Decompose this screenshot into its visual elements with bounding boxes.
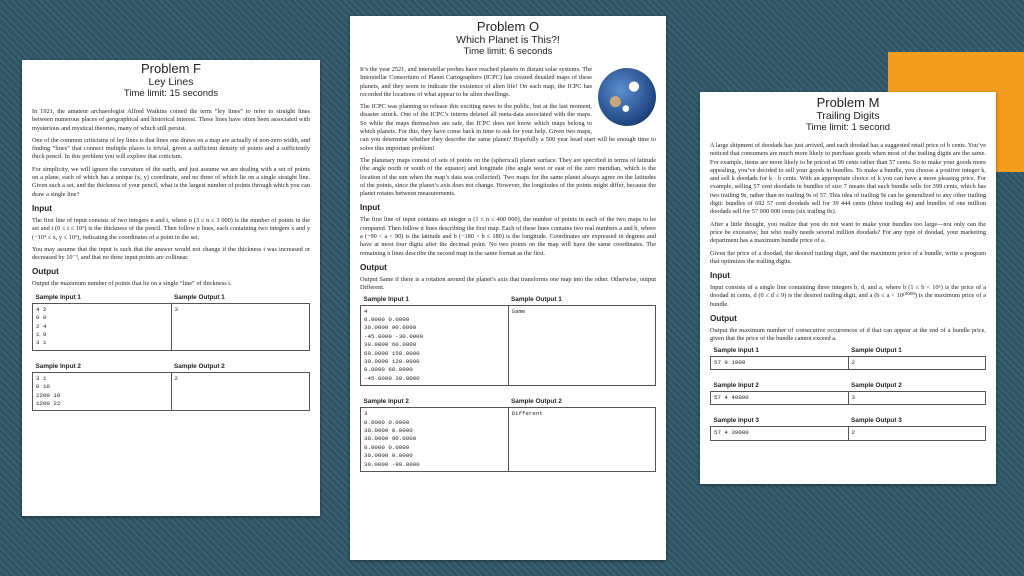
problem-name: Which Planet is This?! [456, 34, 560, 46]
sample-input-content: 4 0.0000 0.0000 30.0000 90.0000 -45.0000 -30.0000 30.0000 60.0000 60.0000 150.0000 30.0000 120.0000 0.0000 60.0000 -45.0000 30.0000 [361, 305, 509, 386]
sample-table [710, 416, 986, 440]
sample-input-content: 3 1 0 10 2200 10 1200 22 [33, 372, 172, 411]
output-heading: Output [710, 314, 737, 324]
statement-paragraph: It’s the year 2521, and interstellar probes have reached planets in distant solar systems. The Interstellar Consortium of Planet Cartographers (ICPC) has created detailed maps of these planets, and they seem to indicate the existence of alien life! On each map, the ICPC has recorded the locations of what appear to be alien dwellings. [360, 66, 592, 98]
sample-output-content: 2 [848, 427, 986, 440]
sample-output-label: Sample Output 2 [171, 362, 310, 373]
statement-paragraph: For simplicity, we will ignore the curvature of the earth, and just assume we are dealing with a set of points on a plane, each of which has a unique (x, y) coordinate, and no three of which lie on a single straight line. Given such a set, and the thickness of your pencil, what is the largest number of points through which you can draw a single line? [32, 165, 310, 198]
sample-table [360, 397, 656, 472]
problem-o-header [350, 16, 666, 66]
sample-output-label: Sample Output 2 [848, 381, 986, 392]
time-limit: Time limit: 15 seconds [123, 88, 219, 99]
statement-paragraph: A large shipment of doodads has just arrived, and each doodad has a suggested retail price of b cents. You’ve noticed that consumers are much more likely to purchase goods when most of the trailing digits are the same. For example, items are more likely to be priced at 99 cents rather than 57 cents. So to make your goods more appealing, you’ve decided to sell your goods in bundles. To make a bundle, you choose a positive integer k, and sell k doodads for k · b cents. With an appropriate choice of k you can have a more pleasing price. For example, selling 57 cent doodads in bundles of size 7 means that each bundle sells for 399 cents, which has two trailing 9s, rather than no trailing 9s of 57. This idea of trailing 9s can be generalized to any other trailing digit: bundles of 692 57 cent doodads sell for 39 444 cents (three trailing 4s) and bundles of one million doodads sell for 57 000 000 cents (six trailing 0s). [710, 142, 986, 216]
sample-input-content: 57 9 1000 [711, 356, 849, 369]
input-heading: Input [710, 271, 731, 281]
problem-title: Problem F [141, 61, 201, 76]
sample-input-label: Sample Input 2 [711, 381, 849, 392]
sample-table [710, 381, 986, 405]
statement-paragraph: After a little thought, you realize that you do not want to make your bundles too large—not only can the price be excessive, but who really needs several million doodads? For any type of doodad, your marketing department has a maximum bundle price of a. [710, 220, 986, 245]
problem-f-header [22, 60, 320, 108]
sample-table [32, 362, 310, 412]
earth-image [598, 68, 656, 126]
output-heading: Output [360, 262, 387, 272]
output-paragraph: Output the maximum number of points that lie on a single “line” of thickness t. [32, 280, 232, 288]
sample-output-label: Sample Output 2 [508, 397, 656, 408]
input-paragraph: The first line of input contains an integer n (1 ≤ n ≤ 400 000), the number of points in each of the two maps to be compared. Then follow n lines describing the first map. Each of these lines contains two real numbers a and b, where a (−90 < a < 90) is the latitude and b (−180 < b ≤ 180) is the longitude. Coordinates are expressed in degrees and have at most four digits after the decimal point. No two points on the map will have the same coordinates. The remaining n lines describe the second map in the same format as the first. [360, 216, 656, 257]
sample-output-content: 2 [171, 372, 310, 411]
problem-title: Problem M [816, 95, 880, 110]
problem-o-page [350, 16, 666, 560]
sample-table [710, 346, 986, 370]
problem-name: Ley Lines [148, 76, 194, 88]
problem-f-page [22, 60, 320, 516]
problem-title: Problem O [476, 19, 540, 34]
sample-input-content: 3 0.0000 0.0000 30.0000 0.0000 30.0000 90.0000 0.0000 0.0000 30.0000 0.0000 30.0000 -90.0000 [361, 408, 509, 472]
sample-input-label: Sample Input 1 [33, 293, 172, 304]
input-paragraph: You may assume that the input is such that the answer would not change if the thickness t was increased or decreased by 10⁻², and that no three input points are collinear. [32, 245, 310, 262]
input-paragraph: The first line of input consists of two integers n and t, where n (3 ≤ n ≤ 3 000) is the number of points in the set and t (0 ≤ t ≤ 10⁹) is the thickness of the pencil. Then follow n lines, each containing two integers x and y (−10⁹ ≤ x, y ≤ 10⁹), indicating the coordinates of a point in the set. [32, 216, 310, 241]
sample-table [360, 295, 656, 387]
time-limit: Time limit: 1 second [805, 122, 891, 133]
input-paragraph: Input consists of a single line containing three integers b, d, and a, where b (1 ≤ b < 10⁶) is the price of a doodad in cents, d (0 ≤ d ≤ 9) is the desired trailing digit, and a (b ≤ a < 10¹⁰⁰⁰⁰) is the maximum price of a bundle. [710, 284, 986, 308]
statement-paragraph: The planetary maps consist of sets of points on the (spherical) planet surface. They are specified in terms of latitude (the angle north or south of the equator) and longitude (the angle west or east of the zero meridian, which is the location of the sun when the map’s data was collected). Two maps for the same planet always agree on the latitudes of the points, since the planet’s axis does not change. However, the longitudes of the points might differ, because the planet rotates between measurements. [360, 156, 656, 198]
sample-input-content: 4 2 0 0 2 4 1 9 3 1 [33, 303, 172, 350]
sample-input-label: Sample Input 1 [711, 346, 849, 357]
sample-input-label: Sample Input 2 [33, 362, 172, 373]
sample-input-content: 57 4 40000 [711, 392, 849, 405]
sample-output-label: Sample Output 1 [508, 295, 656, 306]
sample-table [32, 293, 310, 351]
sample-input-label: Sample Input 2 [361, 397, 509, 408]
output-paragraph: Output Same if there is a rotation around the planet’s axis that transforms one map into the other. Otherwise, output Different. [360, 275, 656, 292]
sample-input-content: 57 4 39000 [711, 427, 849, 440]
sample-output-label: Sample Output 3 [848, 416, 986, 427]
statement-paragraph: Given the price of a doodad, the desired trailing digit, and the maximum price of a bundle, write a program that optimizes the trailing digits. [710, 249, 986, 265]
output-heading: Output [32, 267, 59, 277]
sample-input-label: Sample Input 3 [711, 416, 849, 427]
time-limit: Time limit: 6 seconds [463, 46, 553, 57]
input-heading: Input [32, 203, 53, 213]
problem-name: Trailing Digits [816, 110, 880, 122]
output-paragraph: Output the maximum number of consecutive occurrences of d that can appear at the end of a bundle price, given that the price of the bundle cannot exceed a. [710, 327, 986, 343]
sample-input-label: Sample Input 1 [361, 295, 509, 306]
sample-output-content: Different [508, 408, 656, 472]
sample-output-label: Sample Output 1 [848, 346, 986, 357]
sample-output-content: Same [508, 305, 656, 386]
problem-m-header [700, 92, 996, 142]
statement-paragraph: In 1921, the amateur archaeologist Alfred Watkins coined the term “ley lines” to refer to straight lines between numerous places of geographical and historical interest. These lines have often been associated with mysterious and mystical theories, many of which still persist. [32, 108, 310, 132]
sample-output-label: Sample Output 1 [171, 293, 310, 304]
statement-paragraph: The ICPC was planning to release this exciting news to the public, but at the last moment, disaster struck. One of the ICPC’s interns deleted all meta-data associated with the maps. So while the maps themselves are safe, the ICPC does not know which maps belong to which planets. For this, they have come back in time to ask for your help. Given two maps, can you determine whether they describe the same planet? Hopefully a 500 year head start will be enough time to solve this important problem! [360, 103, 656, 152]
sample-output-content: 2 [848, 356, 986, 369]
statement-paragraph: One of the common criticisms of ley lines is that lines one draws on a map are actually of non-zero width, and finding “lines” that connect multiple places is trivial, given a sufficient density of points and a sufficiently thick pencil. In this problem you will explore that criticism. [32, 136, 310, 161]
sample-output-content: 3 [171, 303, 310, 350]
sample-output-content: 3 [848, 392, 986, 405]
problem-m-page [700, 92, 996, 484]
input-heading: Input [360, 203, 381, 213]
